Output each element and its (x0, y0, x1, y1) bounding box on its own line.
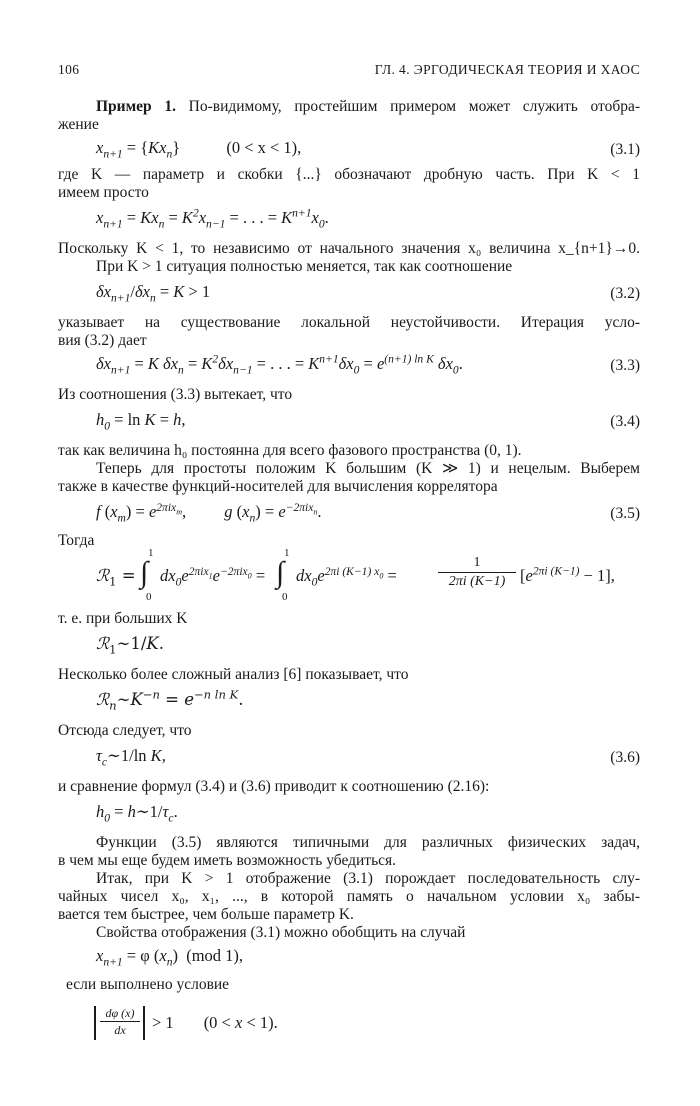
equation-number: (3.6) (610, 749, 640, 766)
equation-number: (3.1) (610, 141, 640, 158)
paragraph-text: также в качестве функций-носителей для вычисления коррелятора (58, 478, 498, 495)
paragraph-text: Теперь для простоты положим K большим (K ≫ 1) и нецелым. Выберем (96, 460, 640, 477)
paragraph-text: Тогда (58, 532, 95, 549)
page-number: 106 (58, 62, 80, 77)
paragraph-text: вается тем быстрее, чем больше параметр K. (58, 906, 354, 923)
paragraph-example-1 (96, 98, 640, 116)
equation-condition: (0 < x < 1), (226, 138, 302, 157)
paragraph-text: Поскольку K < 1, то независимо от начального значения x₀ величина x_{n+1}→0. (58, 240, 640, 257)
equation-number: (3.2) (610, 285, 640, 302)
paragraph-text: и сравнение формул (3.4) и (3.6) приводит к соотношению (2.16): (58, 778, 490, 795)
equation-3-3: $\delta x_{n+1} = K$ $\delta x_n = K^2\delta x_{n-1}$ = . . . = $K^{n+1}\delta x_0 = e^{(n+1) ln K}$ $\delta x_0$. (96, 353, 463, 377)
paragraph-text: указывает на существование локальной неустойчивости. Итерация усло- (58, 314, 640, 331)
paragraph-text: Из соотношения (3.3) вытекает, что (58, 386, 293, 403)
paragraph-text: При K > 1 ситуация полностью меняется, так как соотношение (96, 258, 513, 275)
paragraph-text: Свойства отображения (3.1) можно обобщить на случай (96, 924, 466, 941)
equation-3-1: $x_{n+1} = \{Kx_n\} (0 < x < 1)$, (96, 138, 302, 161)
running-title: ГЛ. 4. ЭРГОДИЧЕСКАЯ ТЕОРИЯ И ХАОС (374, 62, 640, 77)
paragraph-text: Отсюда следует, что (58, 722, 192, 739)
paragraph-text: жение (58, 116, 99, 133)
paragraph-text: чайных чисел x₀, x₁, ..., в которой память о начальном условии x₀ забы- (58, 888, 640, 905)
paragraph-text: так как величина h₀ постоянна для всего фазового пространства (0, 1). (58, 442, 522, 459)
paragraph-text: Итак, при K > 1 отображение (3.1) порождает последовательность слу- (96, 870, 640, 887)
equation-3-6: $\tau_c\sim 1/\ln$ K, (96, 746, 166, 769)
equation-generalized-map: $x_{n+1} = \varphi$ $(x_n)$ (mod 1), (96, 946, 244, 969)
equation-number: (3.3) (610, 357, 640, 374)
paragraph-text: вия (3.2) дает (58, 332, 147, 349)
equation-3-2: $\delta x_{n+1}/\delta x_n = K > 1$ (96, 282, 211, 305)
equation-iteration: $x_{n+1} = Kx_n = K^2x_{n-1}$ = . . . = $K^{n+1}x_0$. (96, 207, 329, 231)
paragraph-text: Несколько более сложный анализ [6] показывает, что (58, 666, 409, 683)
equation-3-4: $h_0 = \ln K = h$, (96, 410, 186, 433)
equation-3-5: f $(x_m) = e^{2\pi ix_m}$, g $(x_n) = e^{-2\pi ix_n}$. (96, 501, 322, 525)
paragraph-text: Функции (3.5) являются типичными для различных физических задач, (96, 834, 640, 851)
equation-r1-asymptotic: ℛ$_1$∼1/K. (96, 634, 164, 657)
paragraph-text: т. е. при больших K (58, 610, 188, 627)
equation-number: (3.4) (610, 413, 640, 430)
paragraph-text: По-видимому, простейшим примером может служить отобра- (188, 98, 641, 115)
paragraph-text: имеем просто (58, 184, 149, 201)
paragraph-text: где K — параметр и скобки {...} обозначают дробную часть. При K < 1 (58, 166, 640, 183)
paragraph-text: в чем мы еще будем иметь возможность убедиться. (58, 852, 397, 869)
paragraph-text: если выполнено условие (66, 976, 230, 993)
equation-h0-tau: $h_0$ = $h\sim 1/\tau_c$. (96, 802, 178, 825)
example-title: Пример 1. (96, 98, 176, 115)
document-page: 106 ГЛ. 4. ЭРГОДИЧЕСКАЯ ТЕОРИЯ И ХАОС Пример 1. По-видимому, простейшим примером может служить отобра- жение $x_{n+1} = \{Kx_n\} (0 < x < 1)$, (3.1) где K — параметр и скобки {...} обозначают дробную часть. При K < 1 имеем просто $x_{n+1} = Kx_n = K^2x_{n-1}$ = . . . = $K^{n+1}x_0$. Поскольку K < 1, то независимо от начального значения x₀ величина x_{n+1}→0. При K > 1 ситуация полностью меняется, так как соотношение $\delta x_{n+1}/\delta x_n = K > 1$ (3.2) указывает на существование локальной неустойчивости. Итерация усло- вия (3.2) дает $\delta x_{n+1} = K$ $\delta x_n = K^2\delta x_{n-1}$ = . . . = $K^{n+1}\delta x_0 = e^{(n+1) ln K}$ $\delta x_0$. (3.3) Из соотношения (3.3) вытекает, что $h_0 = \ln K = h$, (3.4) так как величина h₀ постоянна для всего фазового пространства (0, 1). Теперь для простоты положим K большим (K ≫ 1) и нецелым. Выберем также в качестве функций-носителей для вычисления коррелятора f $(x_m) = e^{2\pi ix_m}$, g $(x_n) = e^{-2\pi ix_n}$. (3.5) Тогда ℛ$_1$ = 1 ∫ 0 $dx_0e^{2\pi ix_1}e^{-2\pi ix_0}$ = 1 ∫ 0 $dx_0e^{2\pi i (K-1) x_0}$ = 1 2πi (K−1) $[e^{2\pi i (K-1)} - 1]$, т. е. при больших K ℛ$_1$∼1/K. Несколько более сложный анализ [6] показывает, что $ℛ_n\sim K^{-n} = e^{-n ln K}$. Отсюда следует, что $\tau_c\sim 1/\ln$ K, (3.6) и сравнение формул (3.4) и (3.6) приводит к соотношению (2.16): $h_0$ = $h\sim 1/\tau_c$. Функции (3.5) являются типичными для различных физических задач, в чем мы еще будем иметь возможность убедиться. Итак, при K > 1 отображение (3.1) порождает последовательность слу- чайных чисел x₀, x₁, ..., в которой память о начальном условии x₀ забы- вается тем быстрее, чем больше параметр K. Свойства отображения (3.1) можно обобщить на случай $x_{n+1} = \varphi$ $(x_n)$ (mod 1), если выполнено условие dφ (x) dx > 1 (0 < x < 1). (0, 0, 700, 1106)
equation-rn-asymptotic: $ℛ_n\sim K^{-n} = e^{-n ln K}$. (96, 687, 244, 713)
equation-number: (3.5) (610, 505, 640, 522)
